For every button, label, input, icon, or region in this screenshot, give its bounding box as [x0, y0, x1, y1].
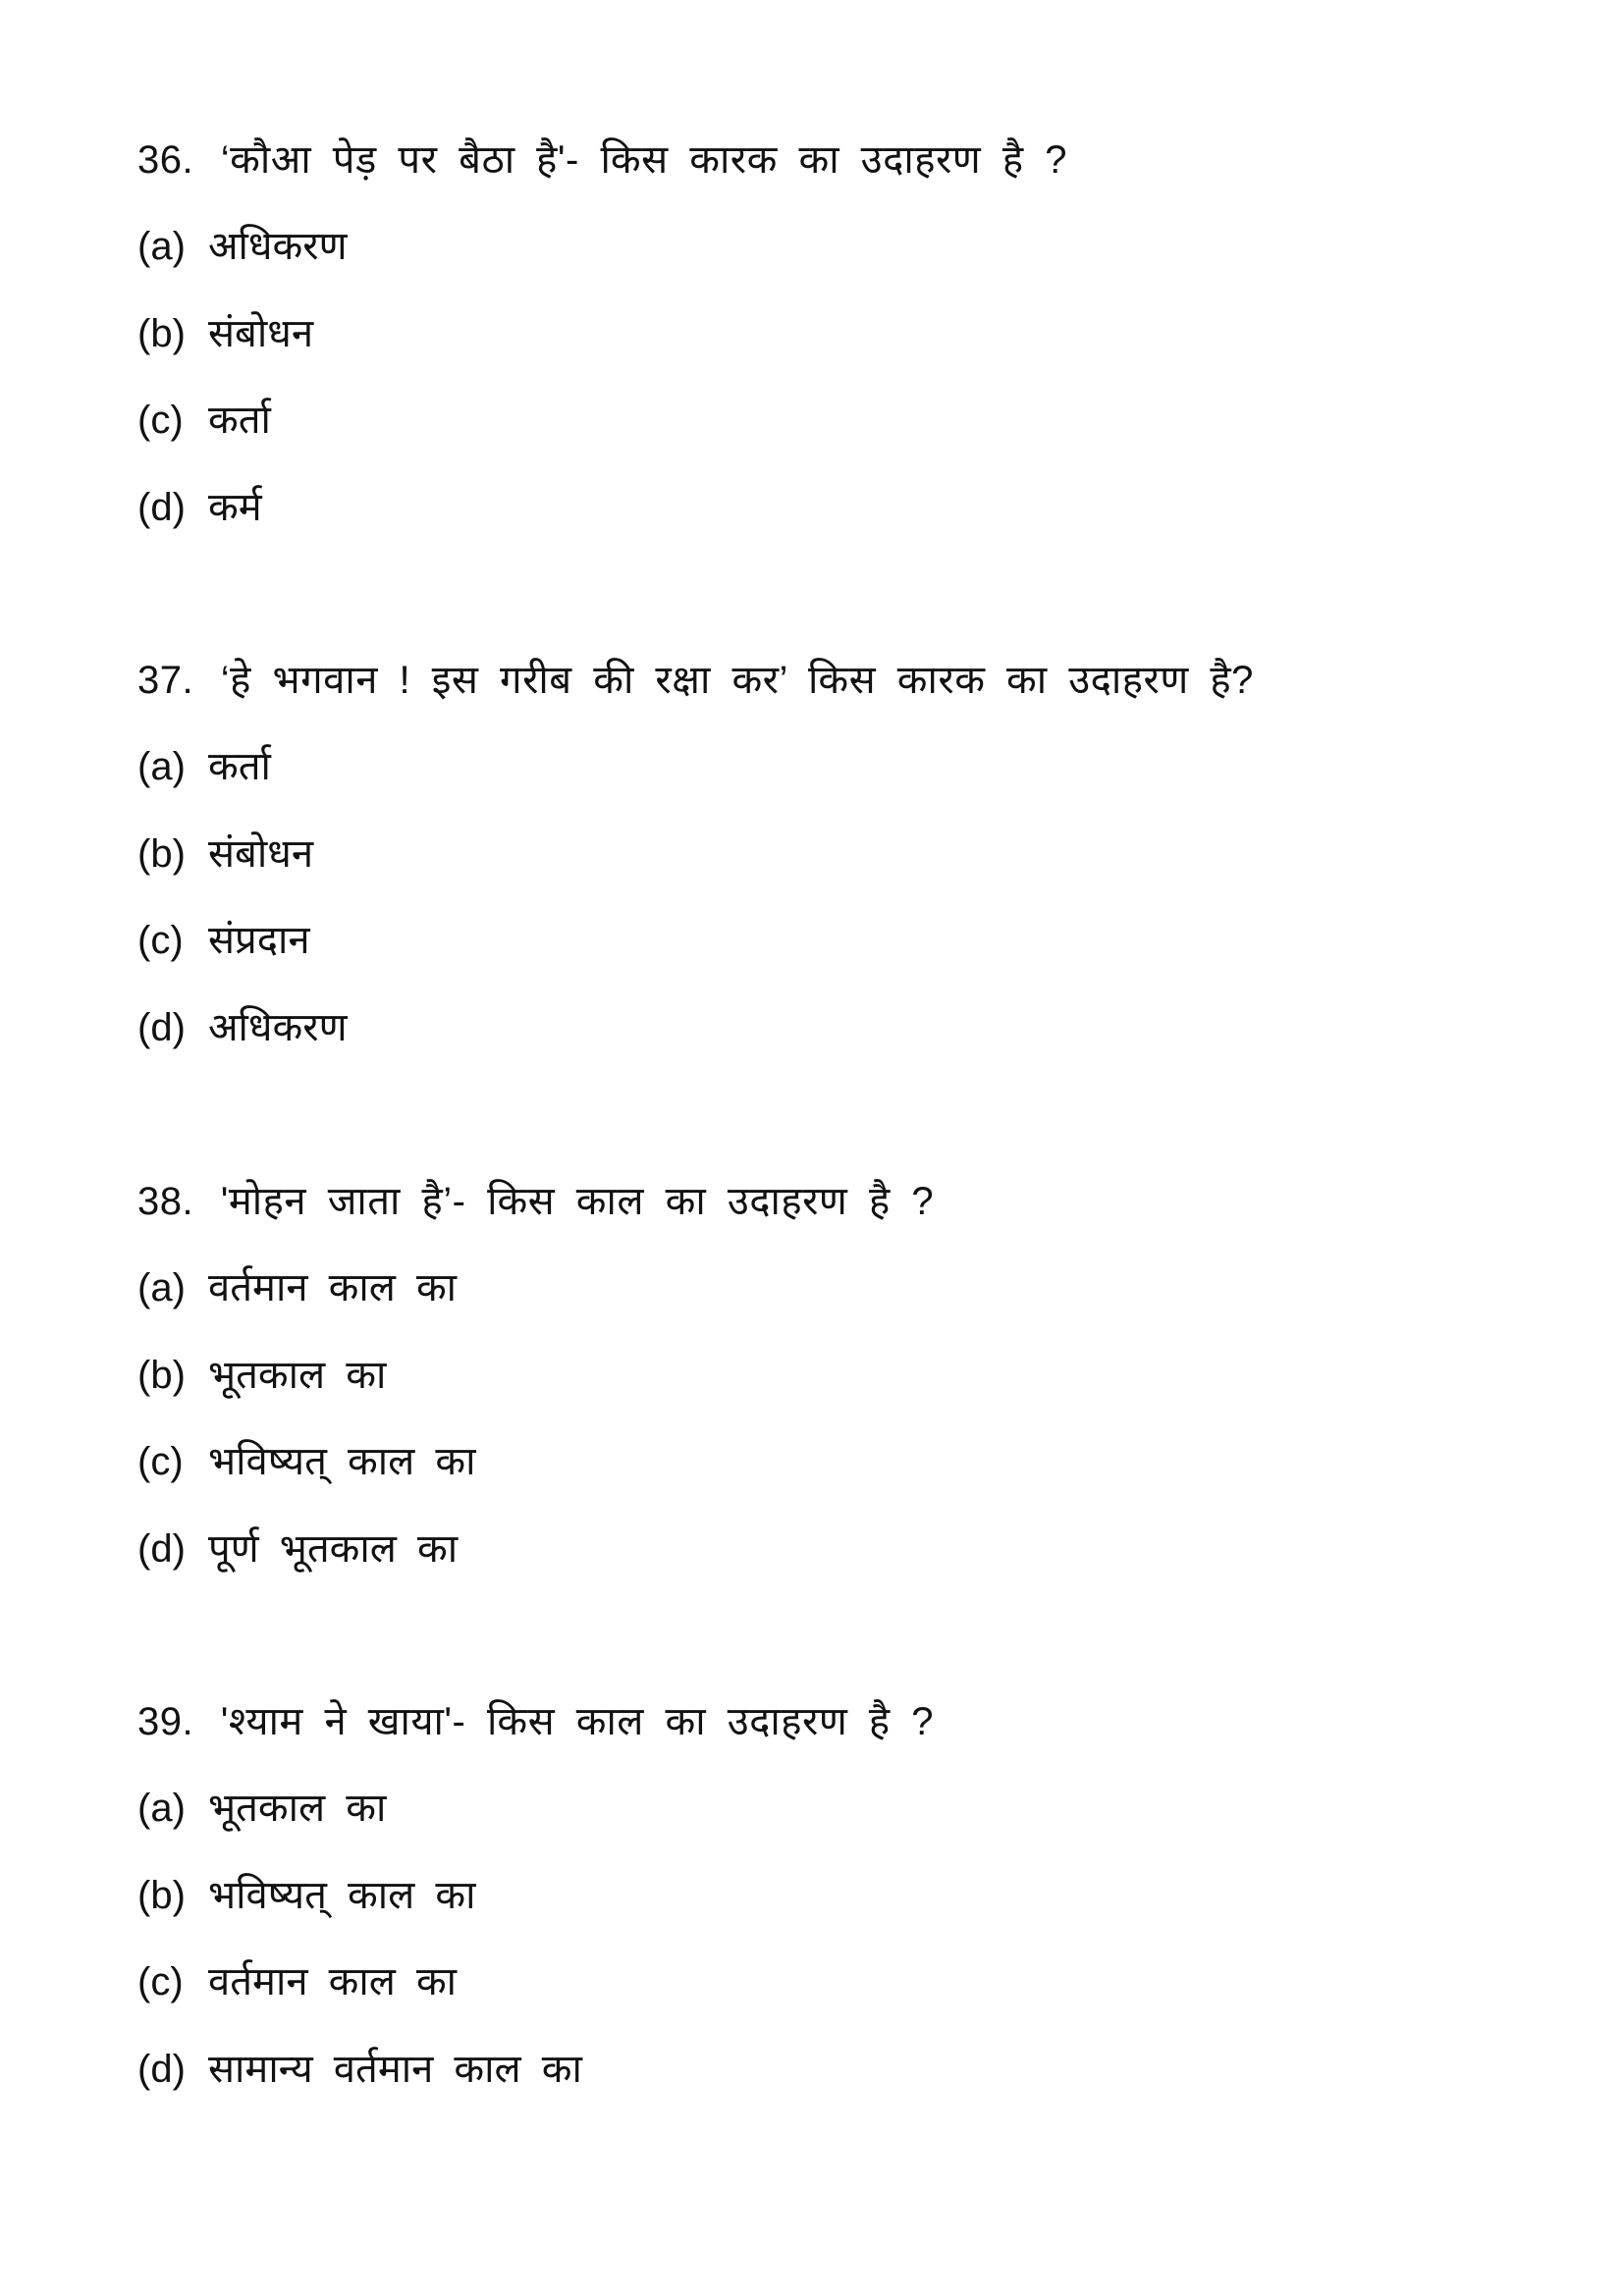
- option-label: (d): [137, 2047, 186, 2091]
- question-text: ‘हे भगवान ! इस गरीब की रक्षा कर’ किस कारक का उदाहरण है?: [220, 659, 1254, 702]
- option-text: भविष्यत् काल का: [208, 1873, 476, 1917]
- question-text: 'श्याम ने खाया'- किस काल का उदाहरण है ?: [220, 1700, 934, 1743]
- question-stem: [137, 1692, 1512, 1751]
- option-text: संबोधन: [208, 311, 314, 355]
- option-label: (d): [137, 1005, 186, 1049]
- option-a: [137, 1779, 1512, 1838]
- option-label: (c): [137, 1440, 184, 1484]
- option-b: [137, 825, 1512, 883]
- option-text: भूतकाल का: [208, 1353, 387, 1397]
- option-text: अधिकरण: [208, 1005, 348, 1049]
- question-number: 38.: [137, 1180, 194, 1223]
- option-b: [137, 1866, 1512, 1925]
- option-label: (c): [137, 399, 184, 443]
- option-text: भविष्यत् काल का: [208, 1440, 476, 1484]
- option-label: (b): [137, 831, 186, 876]
- option-text: कर्म: [208, 485, 262, 529]
- option-b: [137, 304, 1512, 363]
- question-stem: [137, 131, 1512, 189]
- option-text: कर्ता: [208, 399, 271, 443]
- option-a: [137, 217, 1512, 276]
- question-stem: [137, 651, 1512, 710]
- option-d: [137, 2040, 1512, 2099]
- option-label: (c): [137, 919, 184, 963]
- option-a: [137, 737, 1512, 796]
- option-label: (b): [137, 311, 186, 355]
- option-label: (a): [137, 1266, 186, 1309]
- option-d: [137, 478, 1512, 537]
- option-b: [137, 1346, 1512, 1405]
- option-text: अधिकरण: [208, 225, 348, 268]
- option-c: [137, 1952, 1512, 2011]
- option-text: भूतकाल का: [208, 1787, 387, 1830]
- option-label: (c): [137, 1960, 184, 2004]
- question-39: [137, 1692, 1512, 2126]
- option-c: [137, 1432, 1512, 1491]
- question-36: [137, 131, 1512, 564]
- option-label: (b): [137, 1353, 186, 1397]
- option-text: पूर्ण भूतकाल का: [208, 1526, 459, 1571]
- question-text: 'मोहन जाता है’- किस काल का उदाहरण है ?: [220, 1180, 935, 1223]
- option-label: (a): [137, 1787, 186, 1830]
- question-number: 39.: [137, 1700, 194, 1743]
- option-label: (a): [137, 745, 186, 788]
- options-list: [137, 217, 1512, 537]
- option-text: कर्ता: [208, 745, 271, 788]
- option-label: (d): [137, 485, 186, 529]
- option-d: [137, 1520, 1512, 1578]
- option-text: संबोधन: [208, 831, 314, 876]
- option-label: (b): [137, 1873, 186, 1917]
- options-list: [137, 737, 1512, 1057]
- question-text: ‘कौआ पेड़ पर बैठा है'- किस कारक का उदाहरण है ?: [220, 138, 1067, 182]
- options-list: [137, 1258, 1512, 1578]
- question-number: 37.: [137, 659, 194, 702]
- option-label: (a): [137, 225, 186, 268]
- option-text: वर्तमान काल का: [208, 1960, 458, 2004]
- option-c: [137, 911, 1512, 970]
- option-text: वर्तमान काल का: [208, 1266, 458, 1309]
- option-label: (d): [137, 1526, 186, 1571]
- option-text: सामान्य वर्तमान काल का: [208, 2047, 582, 2091]
- question-38: [137, 1172, 1512, 1606]
- question-number: 36.: [137, 138, 194, 182]
- question-stem: [137, 1172, 1512, 1231]
- option-text: संप्रदान: [208, 919, 310, 963]
- option-a: [137, 1258, 1512, 1317]
- option-c: [137, 391, 1512, 450]
- option-d: [137, 998, 1512, 1057]
- question-37: [137, 651, 1512, 1085]
- options-list: [137, 1779, 1512, 2099]
